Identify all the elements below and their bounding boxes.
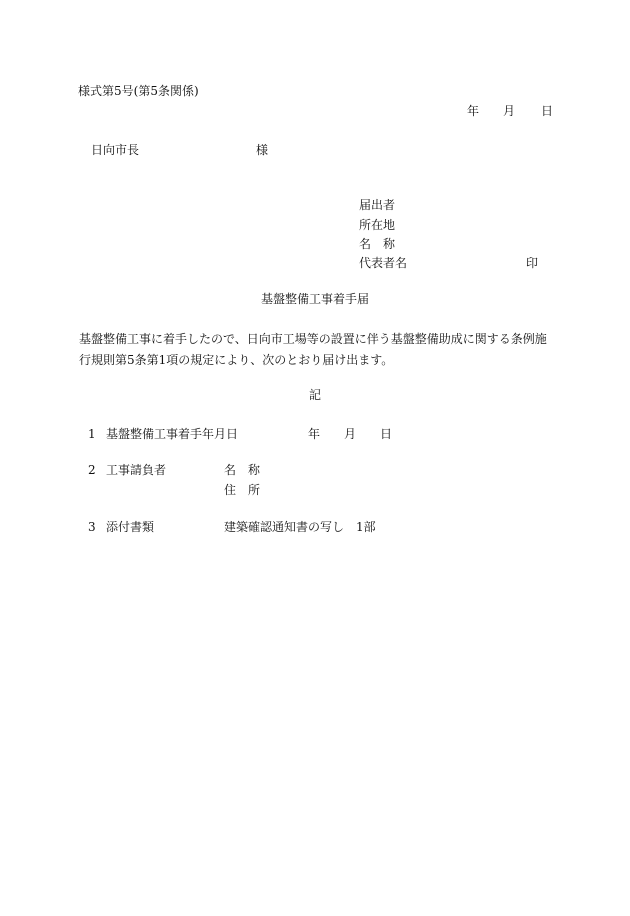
- item-1-year-label: 年: [308, 427, 321, 441]
- document-body: 基盤整備工事に着手したので、日向市工場等の設置に伴う基盤整備助成に関する条例施行規則第5条第1項の規定により、次のとおり届け出ます。: [79, 332, 547, 367]
- item-3-value: 建築確認通知書の写し 1部: [224, 520, 376, 534]
- applicant-name-label: 名 称: [359, 237, 396, 251]
- item-1-month-label: 月: [344, 427, 357, 441]
- item-2-address-label: 住 所: [224, 483, 261, 497]
- submission-date: [467, 104, 553, 118]
- date-year-label: 年: [467, 104, 480, 118]
- addressee: 日向市長: [91, 143, 140, 157]
- item-1-label: 基盤整備工事着手年月日: [106, 427, 239, 441]
- form-number: 様式第5号(第5条関係): [78, 84, 199, 98]
- applicant-title: 届出者: [359, 198, 396, 212]
- applicant-representative-label: 代表者名: [359, 256, 408, 270]
- item-1-day-label: 日: [380, 427, 393, 441]
- item-2-name-label: 名 称: [224, 463, 261, 477]
- item-2-label: 工事請負者: [106, 463, 167, 477]
- date-day-label: 日: [541, 104, 554, 118]
- item-2-number: 2: [88, 463, 96, 477]
- honorific: 様: [256, 143, 269, 157]
- applicant-address-label: 所在地: [359, 218, 396, 232]
- ki-heading: 記: [308, 388, 321, 402]
- item-1-number: 1: [88, 427, 96, 441]
- seal-mark: 印: [526, 256, 539, 270]
- item-1-date: [308, 427, 392, 441]
- date-month-label: 月: [503, 104, 516, 118]
- item-3-label: 添付書類: [106, 520, 155, 534]
- document-title: 基盤整備工事着手届: [260, 292, 369, 306]
- item-3-number: 3: [88, 520, 96, 534]
